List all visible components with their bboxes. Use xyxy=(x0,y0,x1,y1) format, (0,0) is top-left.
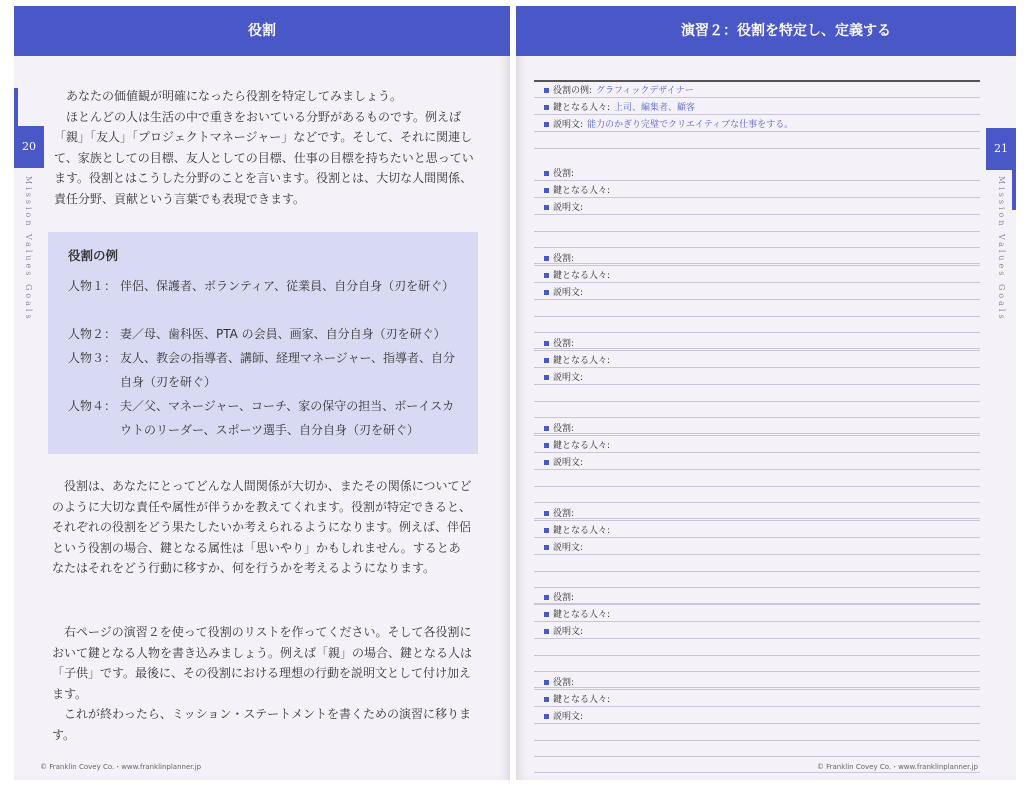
bullet-square-icon xyxy=(544,105,549,110)
bullet-square-icon xyxy=(544,714,549,719)
bullet-square-icon xyxy=(544,341,549,346)
example-people-label: 鍵となる人々: xyxy=(553,103,611,113)
top-rule xyxy=(534,80,980,82)
bullet-square-icon xyxy=(544,426,549,431)
bullet-square-icon xyxy=(544,205,549,210)
rule xyxy=(534,131,980,132)
key-people-field-label: 鍵となる人々: xyxy=(553,610,611,620)
right-page-title: 演習２：役割を特定し、定義する xyxy=(681,23,891,39)
key-people-field[interactable] xyxy=(544,523,610,536)
example-label: 人物２： xyxy=(68,327,117,341)
bullet-square-icon xyxy=(544,273,549,278)
rule xyxy=(534,520,980,521)
rule xyxy=(534,452,980,453)
example-role-value: グラフィックデザイナー xyxy=(596,86,694,96)
rule xyxy=(534,638,980,639)
key-people-field-label: 鍵となる人々: xyxy=(553,526,611,536)
description-field[interactable] xyxy=(544,455,583,468)
bullet-square-icon xyxy=(544,443,549,448)
description-field-label: 説明文: xyxy=(553,288,584,298)
rule xyxy=(534,367,980,368)
body-paragraph-2 xyxy=(52,476,472,579)
role-field[interactable] xyxy=(544,506,574,519)
role-field-label: 役割: xyxy=(553,678,575,688)
rule xyxy=(534,214,980,215)
right-tab-strip xyxy=(1012,170,1016,210)
role-examples-box xyxy=(48,232,478,454)
description-field-label: 説明文: xyxy=(553,712,584,722)
rule xyxy=(534,706,980,707)
description-field-label: 説明文: xyxy=(553,373,584,383)
right-page xyxy=(516,6,1016,780)
example-text: 伴侶、保護者、ボランティア、従業員、自分自身（刃を研ぐ） xyxy=(120,279,455,293)
rule xyxy=(534,348,980,349)
bullet-square-icon xyxy=(544,188,549,193)
role-field[interactable] xyxy=(544,421,574,434)
example-description-label: 説明文: xyxy=(553,120,584,130)
description-field-label: 説明文: xyxy=(553,203,584,213)
bullet-square-icon xyxy=(544,460,549,465)
bullet-square-icon xyxy=(544,358,549,363)
bullet-square-icon xyxy=(544,680,549,685)
rule xyxy=(534,723,980,724)
rule xyxy=(534,671,980,672)
rule xyxy=(534,180,980,181)
bullet-square-icon xyxy=(544,88,549,93)
role-field[interactable] xyxy=(544,590,574,603)
key-people-field[interactable] xyxy=(544,692,610,705)
paragraph-text: 右ページの演習２を使って役割のリストを作ってください。そして各役割において鍵となる人物を書き込みましょう。例えば「親」の場合、鍵となる人は「子供」です。最後に、その役割における理想の行動を説明文として付け加えます。 xyxy=(52,625,473,701)
rule xyxy=(534,247,980,248)
left-page-number: 20 xyxy=(14,126,44,168)
role-example-1 xyxy=(68,274,468,298)
key-people-field[interactable] xyxy=(544,268,610,281)
rule xyxy=(534,282,980,283)
body-paragraph-4 xyxy=(52,704,472,745)
right-page-number: 21 xyxy=(986,128,1016,170)
key-people-field-label: 鍵となる人々: xyxy=(553,441,611,451)
right-side-label: Mission Values Goals xyxy=(997,176,1006,322)
rule xyxy=(534,384,980,385)
rule xyxy=(534,417,980,418)
bullet-square-icon xyxy=(544,256,549,261)
role-field[interactable] xyxy=(544,675,574,688)
rule xyxy=(534,486,980,487)
role-example-2 xyxy=(68,322,468,346)
role-field-label: 役割: xyxy=(553,593,575,603)
rule xyxy=(534,263,980,264)
bullet-square-icon xyxy=(544,511,549,516)
example-label: 人物１： xyxy=(68,279,117,293)
key-people-field[interactable] xyxy=(544,183,610,196)
rule xyxy=(534,655,980,656)
rule xyxy=(534,554,980,555)
role-field-label: 役割: xyxy=(553,169,575,179)
intro-paragraph-1: あなたの価値観が明確になったら役割を特定してみましょう。 xyxy=(66,89,403,103)
rule xyxy=(534,740,980,741)
bullet-square-icon xyxy=(544,290,549,295)
role-examples-title: 役割の例 xyxy=(68,248,119,263)
intro-paragraph-2: ほとんどの人は生活の中で重きをおいている分野があるものです。例えば「親」「友人」「プロジェクトマネージャー」などです。そして、それに関連して、家族としての目標、友人としての目標、仕事の目標を持ちたいと思っています。役割とはこうした分野のことを言います。役割とは、大切な人間関係、責任分野、貢献という言葉でも表現できます。 xyxy=(54,109,474,206)
example-text: 夫／父、マネージャー、コーチ、家の保守の担当、ボーイスカウトのリーダー、スポーツ選手、自分自身（刃を研ぐ） xyxy=(120,399,455,437)
key-people-field-label: 鍵となる人々: xyxy=(553,356,611,366)
rule xyxy=(534,756,980,757)
rule xyxy=(534,604,980,605)
rule xyxy=(534,299,980,300)
key-people-field[interactable] xyxy=(544,353,610,366)
left-page xyxy=(14,6,510,780)
example-label: 人物４： xyxy=(68,399,117,413)
description-field-label: 説明文: xyxy=(553,627,584,637)
description-field[interactable] xyxy=(544,285,583,298)
rule xyxy=(534,433,980,434)
example-role-label: 役割の例: xyxy=(553,86,593,96)
rule xyxy=(534,114,980,115)
body-paragraph-3 xyxy=(52,622,472,704)
example-description-row xyxy=(544,117,793,130)
description-field[interactable] xyxy=(544,709,583,722)
bullet-square-icon xyxy=(544,171,549,176)
bullet-square-icon xyxy=(544,528,549,533)
example-role-row xyxy=(544,83,694,96)
bullet-square-icon xyxy=(544,122,549,127)
key-people-field[interactable] xyxy=(544,438,610,451)
rule xyxy=(534,571,980,572)
key-people-field-label: 鍵となる人々: xyxy=(553,271,611,281)
rule xyxy=(534,687,980,688)
rule xyxy=(534,537,980,538)
bullet-square-icon xyxy=(544,612,549,617)
rule xyxy=(534,435,980,436)
role-field[interactable] xyxy=(544,336,574,349)
role-example-3 xyxy=(68,346,468,394)
role-field[interactable] xyxy=(544,251,574,264)
key-people-field-label: 鍵となる人々: xyxy=(553,186,611,196)
left-footer: © Franklin Covey Co.・www.franklinplanner.jp xyxy=(40,763,202,771)
rule xyxy=(534,621,980,622)
left-page-title: 役割 xyxy=(248,23,276,39)
paragraph-text: これが終わったら、ミッション・ステートメントを書くための演習に移ります。 xyxy=(52,707,472,742)
rule xyxy=(534,502,980,503)
bullet-square-icon xyxy=(544,697,549,702)
rule xyxy=(534,316,980,317)
rule xyxy=(534,469,980,470)
role-field-label: 役割: xyxy=(553,424,575,434)
rule xyxy=(534,689,980,690)
paragraph-text: 役割は、あなたにとってどんな人間関係が大切か、またその関係についてどのように大切な責任や属性が伴うかを教えてくれます。役割が特定できると、それぞれの役割をどう果たしたいか考えられるようになります。例えば、伴侶という役割の場合、鍵となる属性は「思いやり」かもしれません。するとあなたはそれをどう行動に移すか、何を行うかを考えるようになります。 xyxy=(52,479,472,575)
example-description-value: 能力のかぎり完璧でクリエイティブな仕事をする。 xyxy=(587,120,794,130)
left-side-label: Mission Values Goals xyxy=(24,176,33,322)
role-field-label: 役割: xyxy=(553,339,575,349)
role-field[interactable] xyxy=(544,166,574,179)
rule xyxy=(534,332,980,333)
rule xyxy=(534,148,980,149)
description-field-label: 説明文: xyxy=(553,543,584,553)
description-field[interactable] xyxy=(544,200,583,213)
role-field-label: 役割: xyxy=(553,509,575,519)
rule xyxy=(534,401,980,402)
key-people-field[interactable] xyxy=(544,607,610,620)
example-people-value: 上司、編集者、顧客 xyxy=(614,103,696,113)
role-field-label: 役割: xyxy=(553,254,575,264)
description-field-label: 説明文: xyxy=(553,458,584,468)
key-people-field-label: 鍵となる人々: xyxy=(553,695,611,705)
rule xyxy=(534,518,980,519)
right-footer: © Franklin Covey Co.・www.franklinplanner.jp xyxy=(816,763,978,771)
rule xyxy=(534,772,980,773)
description-field[interactable] xyxy=(544,370,583,383)
rule xyxy=(534,350,980,351)
intro-text xyxy=(54,86,474,209)
rule xyxy=(534,231,980,232)
description-field[interactable] xyxy=(544,624,583,637)
role-example-4 xyxy=(68,394,468,442)
bullet-square-icon xyxy=(544,595,549,600)
bullet-square-icon xyxy=(544,545,549,550)
rule xyxy=(534,197,980,198)
example-text: 妻／母、歯科医、PTA の会員、画家、自分自身（刃を研ぐ） xyxy=(120,327,446,341)
bullet-square-icon xyxy=(544,375,549,380)
example-label: 人物３： xyxy=(68,351,117,365)
example-people-row xyxy=(544,100,695,113)
rule xyxy=(534,97,980,98)
left-tab-strip xyxy=(14,88,18,128)
example-text: 友人、教会の指導者、講師、経理マネージャー、指導者、自分自身（刃を研ぐ） xyxy=(120,351,456,389)
description-field[interactable] xyxy=(544,540,583,553)
bullet-square-icon xyxy=(544,629,549,634)
rule xyxy=(534,587,980,588)
rule xyxy=(534,265,980,266)
